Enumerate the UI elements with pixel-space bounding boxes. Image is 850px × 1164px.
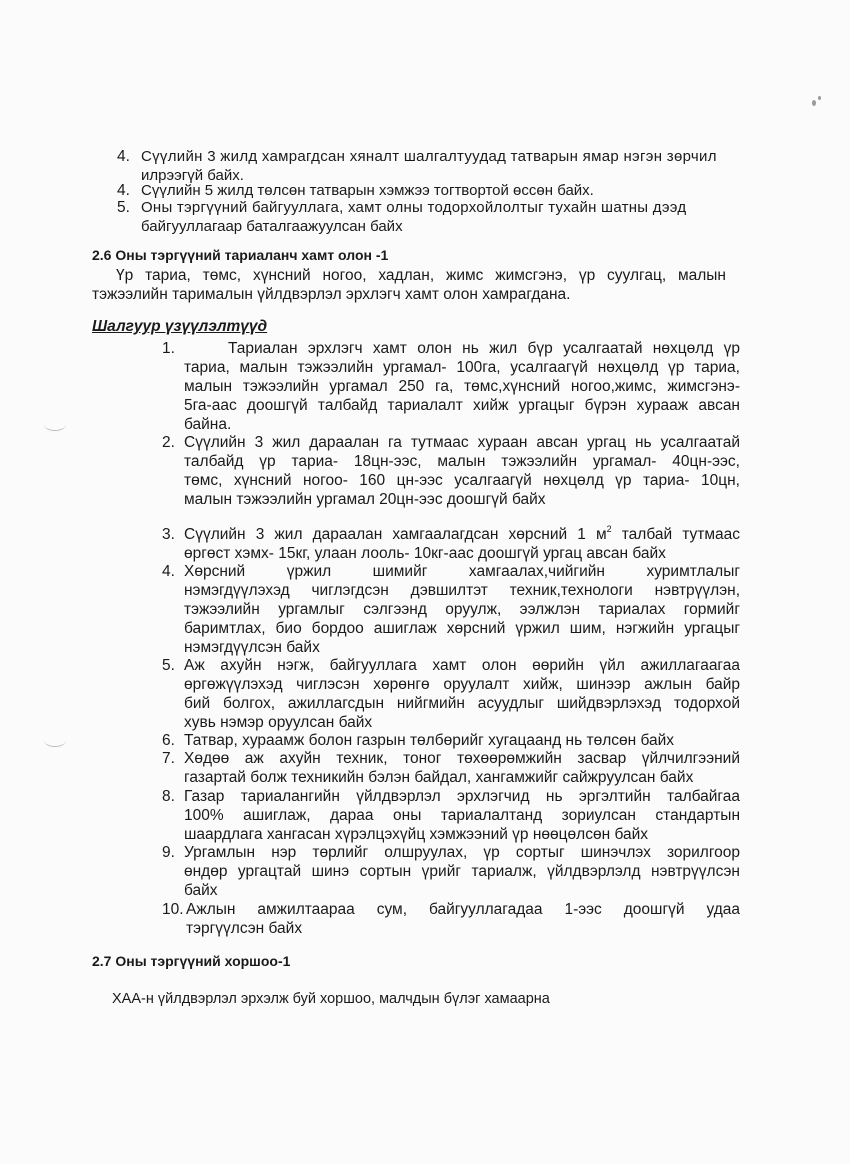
list-text: Ургамлын нэр төрлийг олшруулах, үр сортыг шинэчлэх зорилгоор өндөр ургацтай шинэ сортын үрийг тариалж, үйлдвэрлэлд нэвтрүүлсэн байх xyxy=(184,844,740,899)
list-number: 4. xyxy=(117,182,130,199)
criteria-item xyxy=(162,843,742,901)
list-number: 5. xyxy=(117,199,130,216)
criteria-item xyxy=(162,731,742,751)
list-text: Тариалан эрхлэгч хамт олон нь жил бүр усалгаатай нөхцөлд үр тариа, малын тэжээлийн ургамал- 100га, усалгаагүй нөхцөлд үр тариа, малын тэжээлийн ургамал 250 га, төмс,хүнсний ногоо,жимс, жимсгэнэ- 5га-аас доошгүй талбайд тариалалт хийж ургацыг бүрэн хураaж авсан байна. xyxy=(184,340,740,433)
section-text: ХАА-н үйлдвэрлэл эрхэлж буй хоршоо, малчдын бүлэг хамаарна xyxy=(112,991,550,1007)
criteria-item xyxy=(162,656,742,732)
criteria-item xyxy=(162,525,742,565)
list-item xyxy=(117,198,757,238)
criteria-item xyxy=(162,749,742,789)
criteria-heading: Шалгуур үзүүлэлтүүд xyxy=(92,318,268,335)
scan-speck xyxy=(818,96,821,100)
list-number: 10. xyxy=(162,901,184,918)
list-number: 3. xyxy=(162,526,175,543)
list-number: 4. xyxy=(162,563,175,580)
section-heading: 2.6 Оны тэргүүний тариаланч хамт олон -1 xyxy=(92,247,389,263)
list-text: Оны тэргүүний байгууллага, хамт олны тодорхойлолтыг тухайн шатны дээд байгууллагаар баталгаажуулсан байх xyxy=(141,199,687,235)
list-text: Сүүлийн 3 жилд хамрагдсан хяналт шалгалтуудад татварын ямар нэгэн зөрчил илрээгүй байх. xyxy=(141,148,717,184)
punch-hole-mark-upper xyxy=(44,418,66,431)
list-text: Сүүлийн 3 жил дараалан га тутмаас хураан авсан ургац нь усалгаатай талбайд үр тариа- 18цн-ээс, малын тэжээлийн ургамал- 40цн-ээс, төмс, хүнсний ногоо- 160 цн-ээс усалгаагүй нөхцөлд үр тариа- 10цн, малын тэжээлийн ургамал 20цн-ээс доошгүй байх xyxy=(184,434,740,508)
list-text: Хөрсний үржил шимийг хамгаалах,чийгийн хуримтлалыг нэмэгдүүлэхэд чиглэгдсэн дэвшилтэт техник,технологи нэвтрүүлэн, тэжээлийн ургамлыг сэлгээнд оруулж, ээлжлэн тариалах гормийг баримтлах, био бордоо ашиглаж хөрсний үржил шим, нэгжийн ургацыг нэмэгдүүлсэн байх xyxy=(184,563,740,656)
list-text: Сүүлийн 5 жилд төлсөн татварын хэмжээ тогтвортой өссөн байх. xyxy=(141,182,594,199)
section-heading: 2.7 Оны тэргүүний хоршоо-1 xyxy=(92,953,291,969)
punch-hole-mark-lower xyxy=(44,734,66,747)
list-text: Аж ахуйн нэгж, байгууллага хамт олон өөрийн үйл ажиллагаагаа өргөжүүлэхэд чиглэсэн хөрөнгө оруулалт хийж, шинээр ажлын байр бий болгох, ажиллагсдын нийгмийн асуудлыг шийдвэрлэхэд тодорхой хувь нэмэр оруулсан байх xyxy=(184,657,740,731)
list-number: 1. xyxy=(162,340,175,357)
section-paragraph: Үр тариа, төмс, хүнсний ногоо, хадлан, жимс жимсгэнэ, үр суулгац, малын тэжээлийн тарималын үйлдвэрлэл эрхлэгч хамт олон хамрагдана. xyxy=(92,267,726,303)
scan-speck xyxy=(812,100,816,106)
list-number: 5. xyxy=(162,657,175,674)
list-text: Ажлын амжилтаараа сум, байгууллагадаа 1-ээс доошгүй удаа тэргүүлсэн байх xyxy=(186,901,740,937)
list-text: Газар тариалангийн үйлдвэрлэл эрхлэгчид нь эргэлтийн талбайгаа 100% ашиглаж, дараа оны тариалалтанд зориулсан стандартын шаардлага хангасан хүрэлцэхүйц хэмжээний үр нөөцөлсөн байх xyxy=(184,788,740,843)
criteria-item xyxy=(162,433,742,509)
criteria-item xyxy=(162,562,742,657)
criteria-item xyxy=(162,787,742,845)
list-number: 7. xyxy=(162,750,175,767)
criteria-item xyxy=(162,900,742,940)
list-number: 9. xyxy=(162,844,175,861)
list-number: 8. xyxy=(162,788,175,805)
list-number: 6. xyxy=(162,732,175,749)
list-text: Хөдөө аж ахуйн техник, тоног төхөөрөмжийн засвар үйлчилгээний газартай болж техникийн бэлэн байдал, хангамжийг сайжруулсан байх xyxy=(184,750,740,786)
list-number: 2. xyxy=(162,434,175,451)
list-text: Татвар, хураамж болон газрын төлбөрийг хугацаанд нь төлсөн байх xyxy=(184,732,675,749)
criteria-item xyxy=(162,339,742,434)
list-text: Сүүлийн 3 жил дараалан хамгаалагдсан хөрсний 1 $м^2$ талбай тутмаас өргөст хэмх- 15кг, улаан лооль- 10кг-аас доошгүй ургац авсан байх xyxy=(184,524,740,562)
list-number: 4. xyxy=(117,148,130,165)
